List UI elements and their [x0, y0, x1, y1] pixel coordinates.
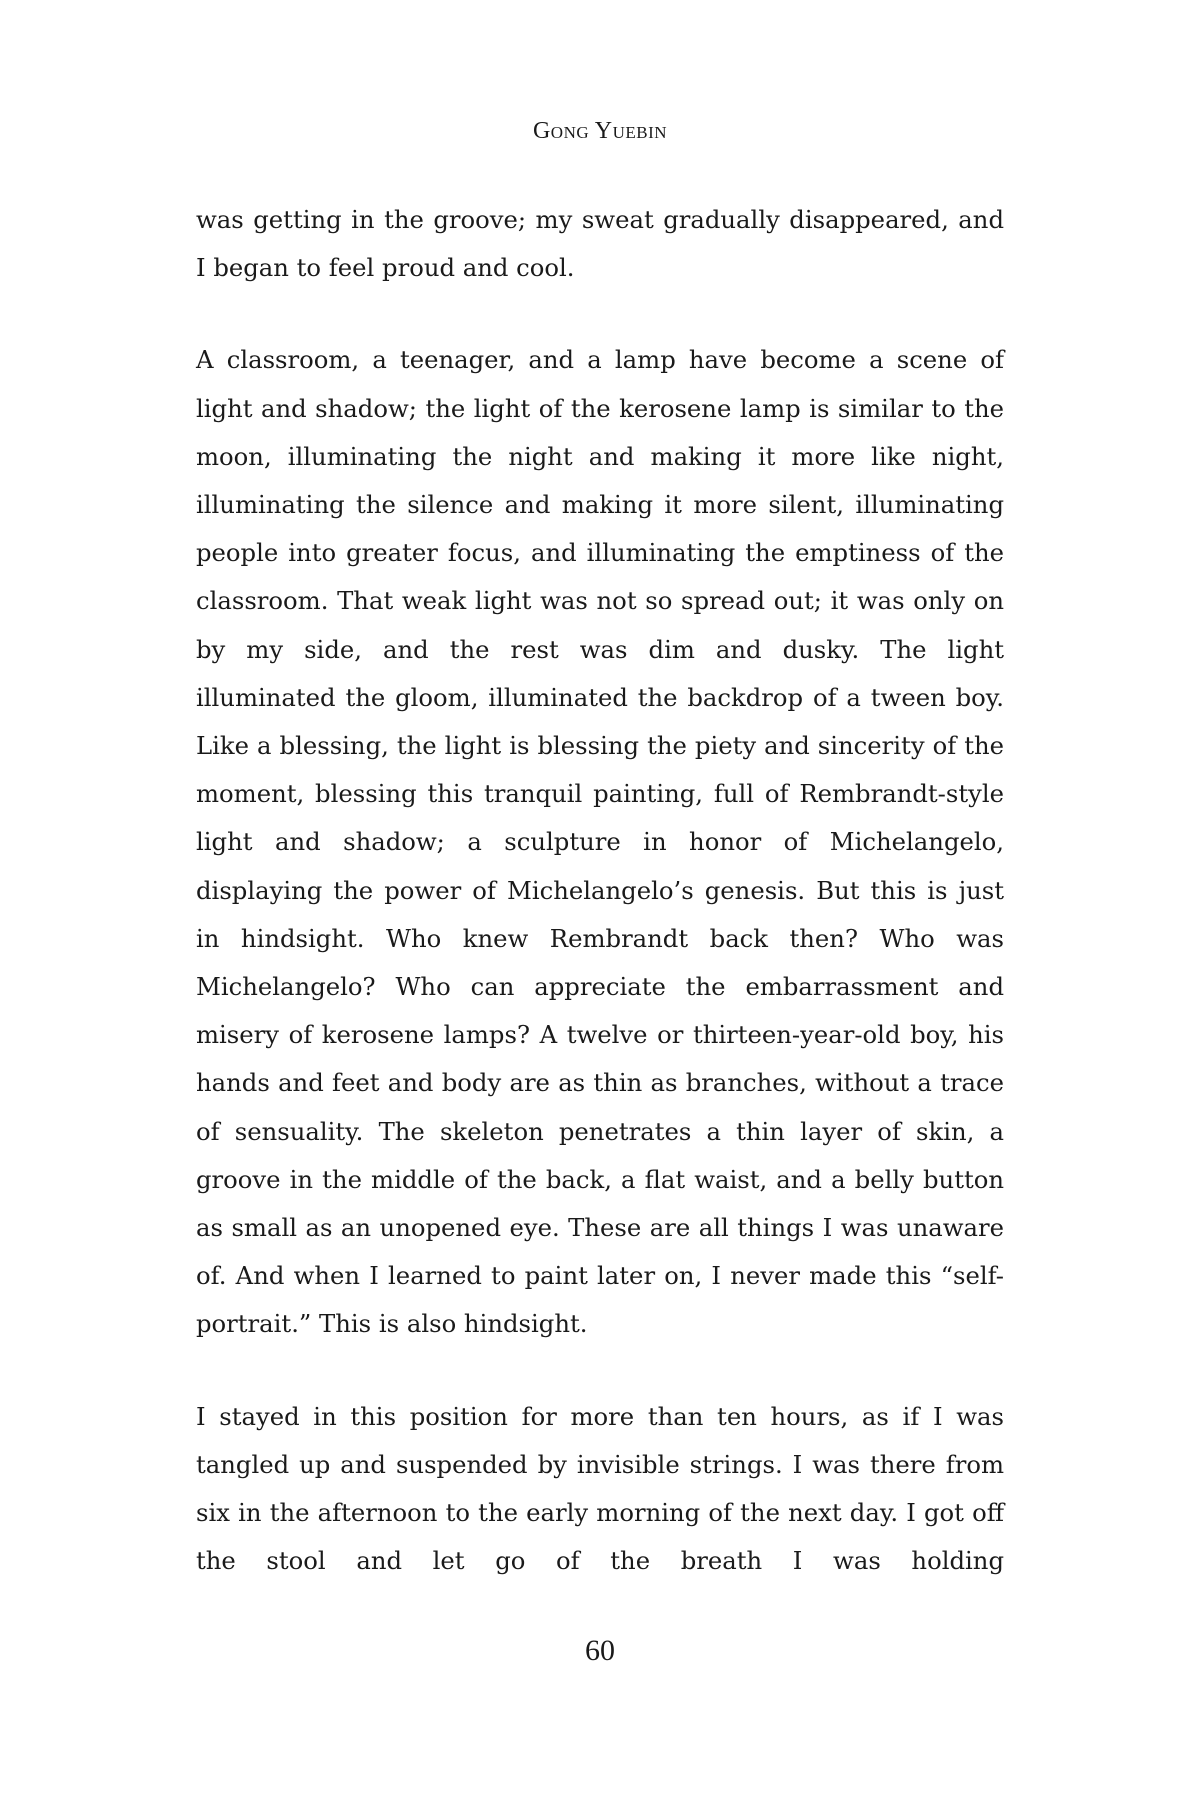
running-head: Gong Yuebin: [532, 118, 668, 144]
paragraph-2: A classroom, a teenager, and a lamp have become a scene of light and shadow; the light of the kerosene lamp is similar to the moon, illuminating the night and making it more like night, illuminating the silence and making it more silent, illuminating people into greater focus, and illuminating the emptiness of the classroom. That weak light was not so spread out; it was only on by my side, and the rest was dim and dusky. The light illuminated the gloom, illuminated the backdrop of a tween boy. Like a blessing, the light is blessing the piety and sincerity of the moment, blessing this tranquil painting, full of Rembrandt-style light and shadow; a sculpture in honor of Michelangelo, displaying the power of Michelangelo’s genesis. But this is just in hindsight. Who knew Rembrandt back then? Who was Michelangelo? Who can appreciate the embarrassment and misery of kerosene lamps? A twelve or thirteen-year-old boy, his hands and feet and body are as thin as branches, without a trace of sensuality. The skeleton penetrates a thin layer of skin, a groove in the middle of the back, a flat waist, and a belly button as small as an unopened eye. These are all things I was unaware of. And when I learned to paint later on, I never made this “self-portrait.” This is also hindsight.: [196, 345, 1004, 1339]
body-text: [196, 196, 1004, 1585]
page-number: 60: [585, 1634, 615, 1667]
paragraph-3: I stayed in this position for more than ten hours, as if I was tangled up and suspended by invisible strings. I was there from six in the afternoon to the early morning of the next day. I got off the stool and let go of the breath I was holding: [196, 1401, 1004, 1576]
paragraph-1: was getting in the groove; my sweat gradually disappeared, and I began to feel proud and cool.: [196, 205, 1004, 283]
